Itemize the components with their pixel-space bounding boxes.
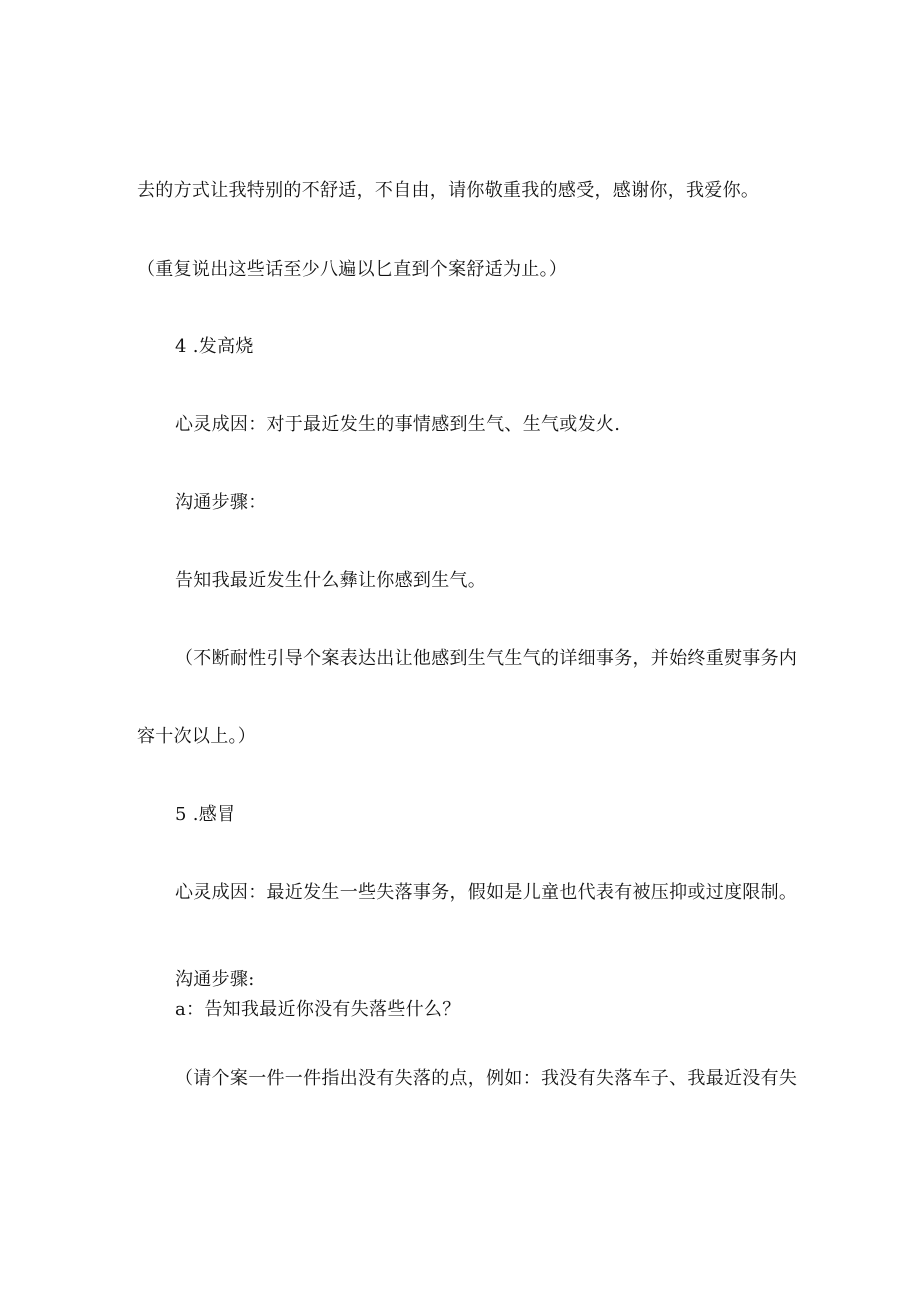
text-line-continuation: 去的方式让我特别的不舒适，不自由，请你敬重我的感受，感谢你，我爱你。 (137, 180, 760, 201)
text-line-cold-steps-label: 沟通步骤: (175, 969, 255, 990)
text-line-cold-cause: 心灵成因：最近发生一些失落事务，假如是儿童也代表有被压抑或过度限制。 (175, 882, 798, 903)
text-line-fever-guide-cont: 容十次以上。） (137, 726, 257, 747)
text-line-cold-step-a: a：告知我最近你没有失落些什么？ (175, 999, 461, 1020)
text-line-fever-step: 告知我最近发生什么彝让你感到生气。 (175, 570, 487, 591)
text-line-fever-guide: （不断耐性引导个案表达出让他感到生气生气的详细事务，并始终重熨事务内 (175, 648, 798, 669)
text-line-repeat-note: （重复说出这些话至少八遍以匕直到个案舒适为止。） (137, 259, 568, 280)
section-heading-cold: 5 .感冒 (175, 804, 236, 825)
section-heading-fever: 4 .发高烧 (175, 336, 254, 357)
text-line-cold-guide: （请个案一件一件指出没有失落的点，例如：我没有失落车子、我最近没有失 (175, 1068, 798, 1089)
text-line-fever-steps-label: 沟通步骤： (175, 492, 267, 513)
text-line-fever-cause: 心灵成因：对于最近发生的事情感到生气、生气或发火. (175, 414, 621, 435)
